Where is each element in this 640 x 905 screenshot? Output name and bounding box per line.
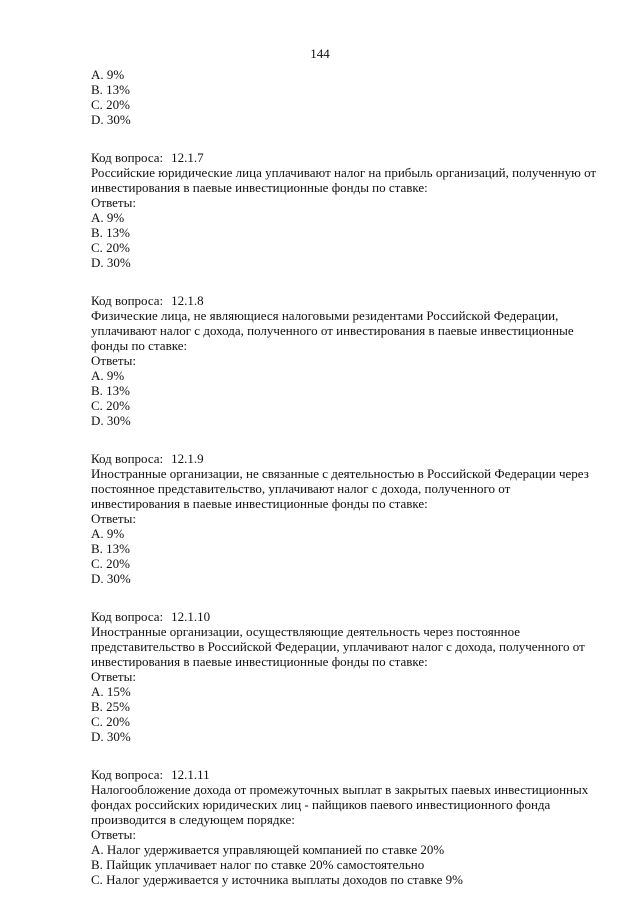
answer-option: D. 30%	[91, 729, 131, 744]
question-code-line	[91, 767, 611, 782]
answer-option: C. Налог удерживается у источника выплаты доходов по ставке 9%	[91, 872, 464, 887]
answer-option: D. 30%	[91, 255, 131, 270]
question-block	[91, 451, 611, 586]
question-block	[91, 150, 611, 270]
answer-option: C. 20%	[91, 556, 130, 571]
answer-option: C. 20%	[91, 398, 130, 413]
question-code-line	[91, 293, 611, 308]
question-code: 12.1.11	[171, 767, 210, 782]
question-text-line: Иностранные организации, не связанные с деятельностью в Российской Федерации через	[91, 466, 589, 481]
question-text-line: инвестирования в паевые инвестиционные фонды по ставке:	[91, 496, 428, 511]
question-text-line: Российские юридические лица уплачивают налог на прибыль организаций, полученную от	[91, 165, 597, 180]
question-text-line: фондах российских юридических лиц - пайщиков паевого инвестиционного фонда	[91, 797, 551, 812]
answer-option: D. 30%	[91, 571, 131, 586]
question-text-line: производится в следующем порядке:	[91, 812, 295, 827]
answer-option: A. Налог удерживается управляющей компанией по ставке 20%	[91, 842, 445, 857]
question-code: 12.1.7	[171, 150, 204, 165]
answer-option: B. 13%	[91, 225, 130, 240]
question-text-line: инвестирования в паевые инвестиционные фонды по ставке:	[91, 180, 428, 195]
page-number: 144	[310, 46, 330, 61]
question-code-label: Код вопроса:	[91, 451, 164, 466]
answer-option: C. 20%	[91, 97, 130, 112]
question-code-label: Код вопроса:	[91, 609, 164, 624]
answer-option: B. 13%	[91, 541, 130, 556]
question-block	[91, 293, 611, 428]
answer-option: B. 13%	[91, 82, 130, 97]
question-text-line: постоянное представительство, уплачивают налог с дохода, полученного от	[91, 481, 511, 496]
answer-option: D. 30%	[91, 413, 131, 428]
answers-label: Ответы:	[91, 353, 136, 368]
answer-option: B. Пайщик уплачивает налог по ставке 20% самостоятельно	[91, 857, 425, 872]
question-code-line	[91, 609, 611, 624]
question-block	[91, 609, 611, 744]
question-text-line: Налогообложение дохода от промежуточных выплат в закрытых паевых инвестиционных	[91, 782, 589, 797]
answer-option: A. 15%	[91, 684, 131, 699]
answer-option: D. 30%	[91, 112, 131, 127]
question-code: 12.1.8	[171, 293, 204, 308]
answer-option: A. 9%	[91, 210, 125, 225]
question-text-line: инвестирования в паевые инвестиционные фонды по ставке:	[91, 654, 428, 669]
question-text-line: Иностранные организации, осуществляющие деятельность через постоянное	[91, 624, 521, 639]
answer-option: C. 20%	[91, 240, 130, 255]
answers-label: Ответы:	[91, 195, 136, 210]
question-code-line	[91, 451, 611, 466]
answers-label: Ответы:	[91, 511, 136, 526]
answer-option: A. 9%	[91, 526, 125, 541]
question-text-line: представительство в Российской Федерации, уплачивают налог с дохода, полученного от	[91, 639, 585, 654]
answers-label: Ответы:	[91, 669, 136, 684]
question-text-line: Физические лица, не являющиеся налоговыми резидентами Российской Федерации,	[91, 308, 559, 323]
question-code-line	[91, 150, 611, 165]
page-content	[91, 67, 611, 887]
question-code: 12.1.10	[171, 609, 211, 624]
answers-label: Ответы:	[91, 827, 136, 842]
intro-answer-list	[91, 67, 611, 127]
question-code: 12.1.9	[171, 451, 204, 466]
answer-option: A. 9%	[91, 67, 125, 82]
answer-option: A. 9%	[91, 368, 125, 383]
question-text-line: фонды по ставке:	[91, 338, 188, 353]
question-block	[91, 767, 611, 887]
question-text-line: уплачивают налог с дохода, полученного от инвестирования в паевые инвестиционные	[91, 323, 574, 338]
answer-option: C. 20%	[91, 714, 130, 729]
answer-option: B. 13%	[91, 383, 130, 398]
question-code-label: Код вопроса:	[91, 767, 164, 782]
answer-option: B. 25%	[91, 699, 130, 714]
question-code-label: Код вопроса:	[91, 150, 164, 165]
question-code-label: Код вопроса:	[91, 293, 164, 308]
